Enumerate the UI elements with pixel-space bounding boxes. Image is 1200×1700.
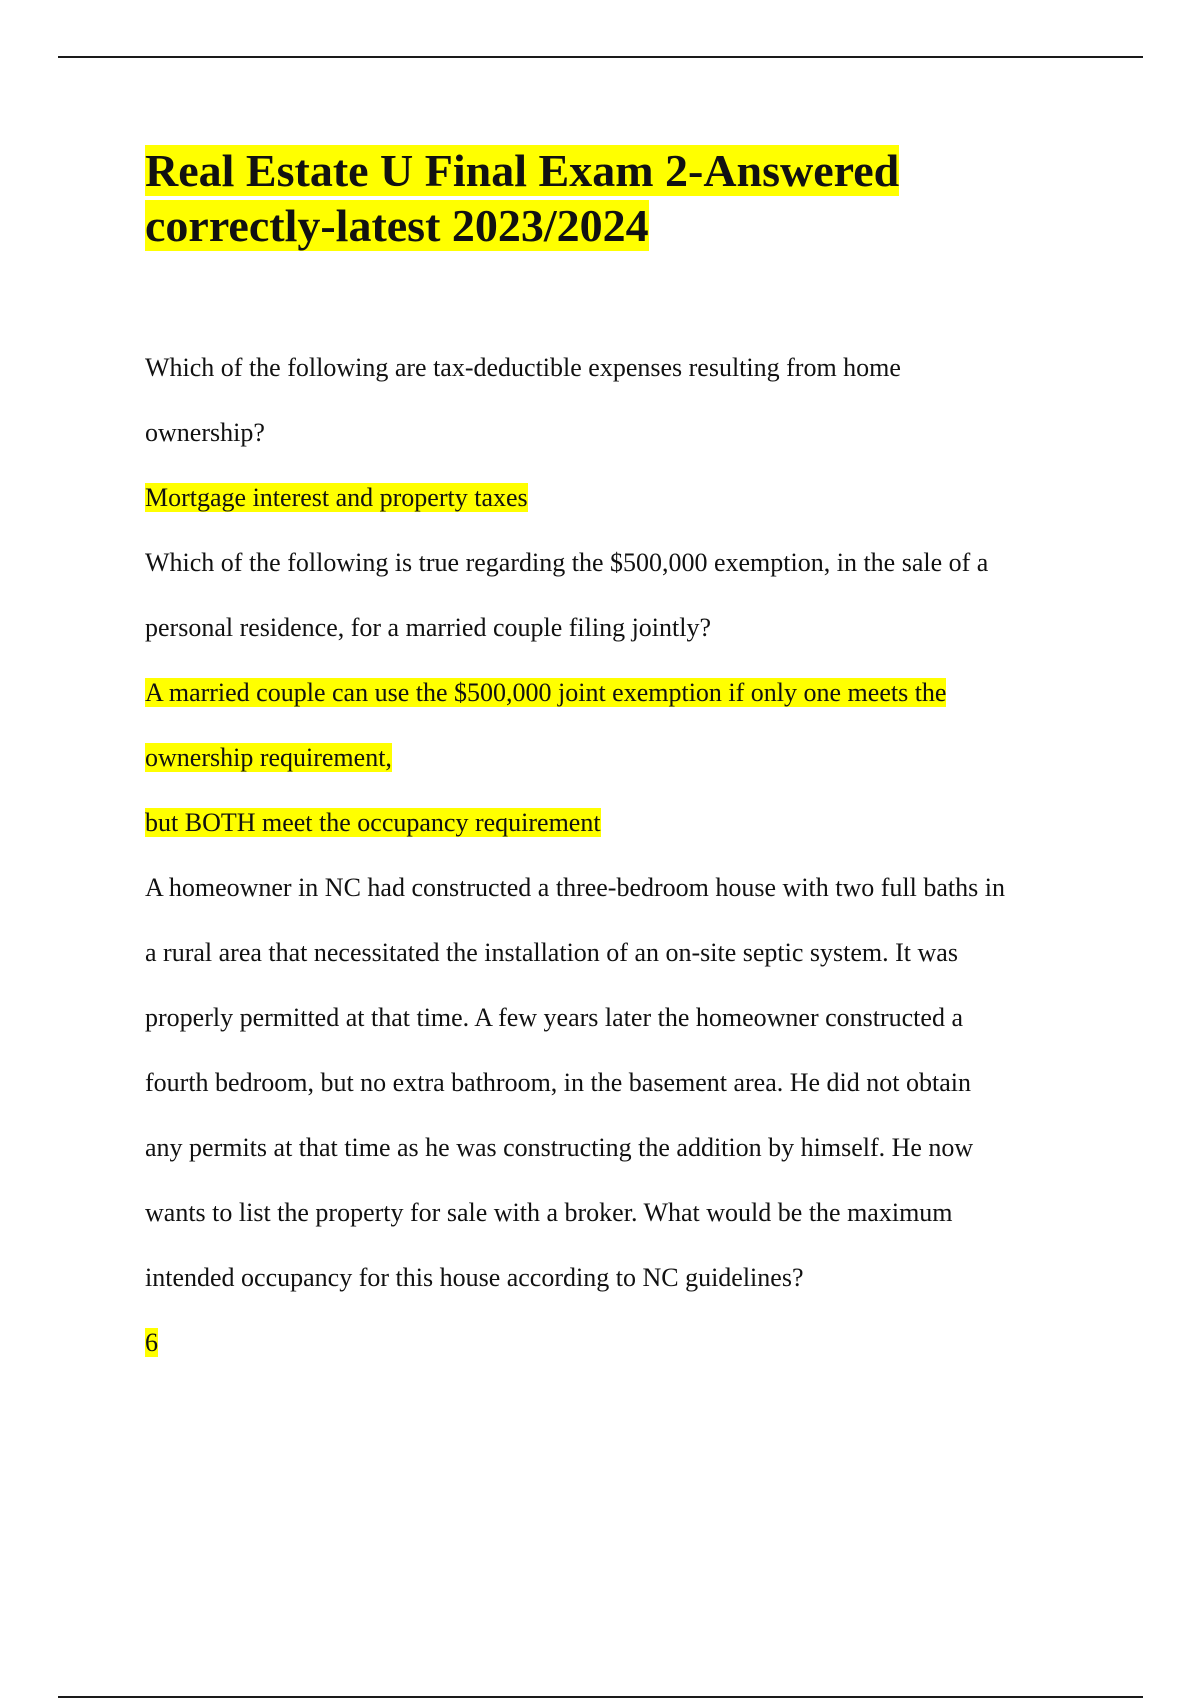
question-3-line-2: a rural area that necessitated the installation of an on-site septic system. It was (145, 938, 958, 967)
question-3-line-5: any permits at that time as he was constructing the addition by himself. He now (145, 1133, 974, 1162)
question-2-line-2: personal residence, for a married couple filing jointly? (145, 613, 712, 642)
question-1-line-2: ownership? (145, 418, 265, 447)
question-2-line-1: Which of the following is true regarding the $500,000 exemption, in the sale of a (145, 548, 989, 577)
answer-2-line-1: A married couple can use the $500,000 joint exemption if only one meets the (145, 678, 947, 707)
answer-3-line-1: 6 (145, 1328, 158, 1357)
title-line-2: correctly-latest 2023/2024 (145, 200, 649, 251)
answer-1-line-1: Mortgage interest and property taxes (145, 483, 528, 512)
document-body (145, 345, 1105, 1385)
question-3-line-3: properly permitted at that time. A few years later the homeowner constructed a (145, 1003, 963, 1032)
question-3-line-6: wants to list the property for sale with a broker. What would be the maximum (145, 1198, 953, 1227)
question-3-line-1: A homeowner in NC had constructed a three-bedroom house with two full baths in (145, 873, 1005, 902)
answer-2-line-3: but BOTH meet the occupancy requirement (145, 808, 601, 837)
title-line-1: Real Estate U Final Exam 2-Answered (145, 145, 900, 196)
question-3-line-7: intended occupancy for this house according to NC guidelines? (145, 1263, 804, 1292)
page-title (145, 143, 899, 253)
top-divider (58, 56, 1143, 58)
question-1-line-1: Which of the following are tax-deductible expenses resulting from home (145, 353, 901, 382)
bottom-divider (58, 1696, 1143, 1698)
answer-2-line-2: ownership requirement, (145, 743, 392, 772)
question-3-line-4: fourth bedroom, but no extra bathroom, in the basement area. He did not obtain (145, 1068, 971, 1097)
